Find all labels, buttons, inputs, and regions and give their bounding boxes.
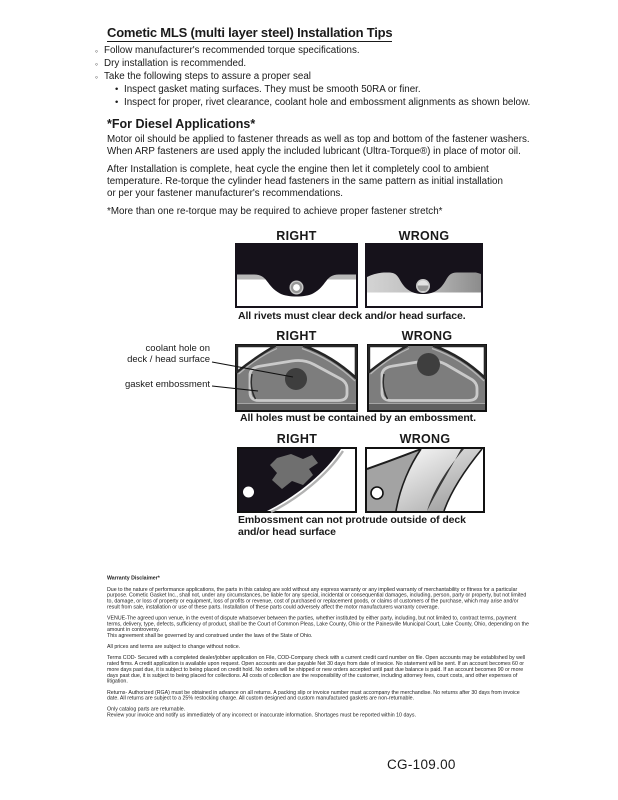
rivet-icon	[290, 281, 304, 295]
bullet-marker: ◦	[95, 46, 99, 56]
embossment-wrong-svg	[367, 344, 487, 412]
label-line: gasket embossment	[124, 379, 210, 390]
paragraph-line: After Installation is complete, heat cycle the engine then let it completely cool to ambient	[107, 164, 489, 175]
bullet-marker: •	[115, 96, 119, 108]
installation-tips-list	[95, 45, 530, 110]
legal-paragraph: VENUE-The agreed upon venue, in the event of dispute whatsoever between the parties, whether instituted by either party, including, but not limited to, contract terms, payment terms, delivery, type, defects, sufficiency of product, shall be the Court of Common Pleas, Lake County, Ohio or the Painesville Municipal Court, Lake County, Ohio, depending on the amount in controversy.	[107, 614, 529, 633]
list-item-text: Follow manufacturer's recommended torque specifications.	[104, 45, 360, 56]
list-item-text: Inspect gasket mating surfaces. They must be smooth 50RA or finer.	[124, 83, 421, 95]
legal-fine-print	[107, 575, 532, 718]
legal-paragraph: Returns- Authorized (RGA) must be obtained in advance on all returns. A packing slip or invoice number must accompany the merchandise. No returns after 30 days from invoice date. All returns are subject to a 25% restocking charge. All custom designed and custom manufactured gaskets are non-returnable.	[107, 689, 520, 701]
sub-list-item	[115, 97, 530, 110]
page-title: Cometic MLS (multi layer steel) Installation Tips	[107, 25, 393, 40]
legal-paragraph: Terms COD- Secured with a completed dealer/jobber application on File, COD-Company check with a current credit card number on file. Open accounts may be established by well rated firms. A credit application is available upon request. Open accounts are due payable Net 30 days from date of invoice. No statement will be sent. If an account becomes 60 or more days past due, it is subject to being placed on credit hold. No orders will be shipped or new orders accepted until past due balance is paid. If an account becomes 90 or more days past due, it is subject to being placed for collections. All costs of collection are the responsibility of the customer, including attorney fees, court costs, and other expenses of litigation.	[107, 654, 526, 684]
caption-line: and/or head surface	[238, 525, 336, 538]
paragraph-line: Motor oil should be applied to fastener threads as well as top and bottom of the fastener washers.	[107, 134, 530, 145]
list-item	[95, 58, 530, 71]
list-item-text: Take the following steps to assure a proper seal	[104, 70, 311, 82]
embossment-wrong-diagram	[367, 344, 487, 412]
paragraph-line: When ARP fasteners are used apply the included lubricant (Ultra-Torque®) in place of motor oil.	[107, 145, 521, 157]
diagram-caption: All rivets must clear deck and/or head surface.	[238, 310, 466, 322]
list-item	[95, 71, 530, 84]
label-line: deck / head surface	[127, 353, 210, 365]
right-label: RIGHT	[276, 229, 317, 243]
wrong-label: WRONG	[398, 229, 450, 243]
bullet-marker: ◦	[95, 71, 99, 82]
right-label: RIGHT	[276, 432, 318, 446]
protrusion-right-diagram	[237, 447, 357, 513]
leader-lines	[205, 350, 300, 400]
label-line: coolant hole on	[145, 343, 210, 354]
caption-line: Embossment can not protrude outside of deck	[238, 514, 466, 526]
rivet-wrong-diagram	[365, 243, 483, 308]
list-item	[95, 45, 530, 58]
bullet-marker: •	[115, 83, 119, 95]
coolant-hole-label	[110, 344, 210, 366]
sub-list-item	[115, 84, 530, 97]
gasket-embossment-label	[105, 380, 210, 391]
list-item-text: Dry installation is recommended.	[104, 57, 247, 69]
warranty-disclaimer-heading: Warranty Disclaimer*	[107, 575, 160, 581]
bolt-hole	[371, 487, 383, 499]
paragraph-line: temperature. Re-torque the cylinder head fasteners in the same pattern as initial installation	[107, 175, 503, 187]
diesel-paragraph-2	[107, 164, 547, 199]
right-label: RIGHT	[276, 329, 317, 343]
bullet-marker: ◦	[95, 58, 99, 69]
legal-paragraph: Review your invoice and notify us immediately of any incorrect or inaccurate information. Shortages must be reported within 10 days.	[107, 711, 417, 718]
diagram-caption: All holes must be contained by an embossment.	[240, 412, 476, 424]
rivet-wrong-svg	[365, 243, 483, 308]
rivet-right-diagram	[235, 243, 358, 308]
protrusion-right-svg	[237, 447, 357, 513]
wrong-label: WRONG	[401, 329, 453, 343]
bolt-hole	[243, 487, 254, 498]
protrusion-wrong-diagram	[365, 447, 485, 513]
coolant-hole	[417, 353, 440, 376]
paragraph-line: or per your fastener manufacturer's recommendations.	[107, 187, 344, 199]
list-item-text: Inspect for proper, rivet clearance, coolant hole and embossment alignments as shown below.	[124, 96, 531, 108]
rivet-right-svg	[235, 243, 358, 308]
protrusion-wrong-svg	[365, 447, 485, 513]
paragraph-line: *More than one re-torque may be required to achieve proper fastener stretch*	[107, 206, 443, 217]
wrong-label: WRONG	[399, 432, 451, 446]
legal-paragraph: This agreement shall be governed by and construed under the laws of the State of Ohio.	[107, 632, 313, 639]
legal-paragraph: Due to the nature of performance applications, the parts in this catalog are sold without any express warranty or any implied warranty of merchantability or fitness for a particular purpose. Cometic Gasket Inc., shall not, under any circumstances, be liable for any special, incidental or consequential damages, including, person, party or property, but not limited to, damage, or loss of property or equipment, loss of profits or revenue, cost of purchased or replacement goods, or claims of customers of the purchase, which may arise and/or result from sale, installation or use of these parts. Installation of these parts could adversely affect the motor manufacturers warranty coverage.	[107, 586, 527, 610]
diesel-section-heading: *For Diesel Applications*	[107, 117, 256, 131]
legal-paragraph: All prices and terms are subject to change without notice.	[107, 643, 241, 650]
diagram-caption	[238, 515, 466, 538]
legal-paragraph: Only catalog parts are returnable.	[107, 706, 186, 712]
catalog-code: CG-109.00	[387, 757, 456, 772]
retorque-note	[107, 206, 547, 218]
diesel-paragraph-1	[107, 134, 547, 158]
